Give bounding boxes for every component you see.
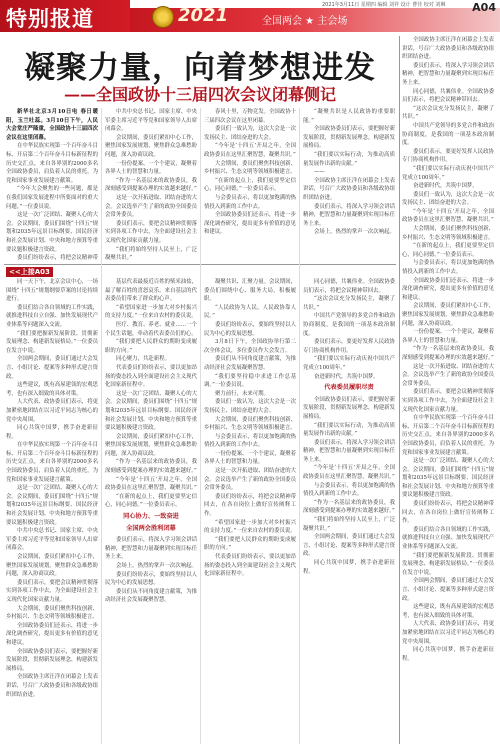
paragraph: 与会委员表示，将以更加饱满的热情投入到新的工作中去。 [402,260,494,276]
paragraph: 这些建议，既有高屋建瓴的宏观思考，也有深入细致的具体对策。 [6,382,98,397]
paragraph: 全国政协委员们表示，要把握好新发展阶段，贯彻新发展理念，构建新发展格局。 [303,396,395,420]
paragraph: 中国共产党领导的多党合作和政治协商制度，是我国的一项基本政治制度。 [402,122,494,147]
paragraph: 与会委员表示，将以更加饱满的热情投入到新的工作中去。 [303,482,395,498]
paragraph: —— [314,169,325,176]
paragraph: “今年是‘十四五’开局之年，全国政协委员在这里汇聚智慧，凝聚共识。” [402,208,494,224]
paragraph: “我们要把人民群众的期盼变成履职的方向。” [204,536,296,552]
paragraph: 同心同德，共襄伟业。全国政协委员们表示，将把会议精神带回去。 [303,279,395,294]
paragraph: 全国政协委员们表示，要把握好新发展阶段，贯彻新发展理念，构建新发展格局。 [303,126,395,150]
paragraph: “今年是‘十四五’开局之年，全国政协委员在这里汇聚智慧，凝聚共识。” [105,476,197,492]
paragraph: 凝聚共识、汇聚力量。会议期间，委员们围绕中心、服务大局，积极履职。 [204,279,296,303]
paragraph: “今年大会聚焦的一些问题，都是在我们国家发展进程中所要面对的重大问题。”一位委员说。 [6,186,98,210]
paragraph: “我们将始终坚持人民至上，广泛凝聚共识。” [105,246,197,262]
paragraph: 在中华民族实现第一个百年奋斗目标、开启第二个百年奋斗目标新征程的历史交汇点，来自各界别的2000多名全国政协委员，肩负着人民的重托，为党和国家事业发展建言献策。 [6,143,98,184]
paragraph: 会议期间，委员们紧扣中心工作，聚焦国家发展规划，聚焦群众急难愁盼问题，深入协商议政。 [105,433,197,457]
paragraph: 会议期间，委员们紧扣中心工作，聚焦国家发展规划，聚焦群众急难愁盼问题，深入协商议政。 [6,554,98,578]
inner-subhead-2: 全国两会胜利闭幕 [126,524,176,532]
paragraph: 大会期间，委员们聚焦科技创新、乡村振兴、生态文明等领域积极建言。 [204,416,296,432]
paragraph: 委员们表示，要把会议精神贯彻落实到各项工作中去，为全面建设社会主义现代化国家贡献力量。 [6,579,98,603]
paragraph: 医疗、教育、养老、就业……一个个民生话题，牵动着代表委员们的心。 [105,321,197,337]
paragraph: 新华社北京3月10日电 春日暖阳，玉兰吐蕊。3月10日下午，人民大会堂庄严隆重，全国政协十三届四次会议在这里闭幕。 [6,109,98,141]
article-column-4 [303,108,395,263]
paragraph: “作为一名基层来的政协委员，我深刻感受到提案办理的实效越来越好。” [303,499,395,515]
paragraph: 同心同德，共襄伟业。全国政协委员们表示，将把会议精神带回去。 [402,88,494,104]
lower-column-4 [303,278,395,744]
paragraph: 委员们表示，将深入学习领会讲话精神，把智慧和力量凝聚到实现目标任务上来。 [303,203,395,227]
paragraph: 聚力前行，未来可期。 [215,390,269,397]
paragraph: 这些建议，既有高屋建瓴的宏观思考，也有深入细致的具体对策。 [402,604,494,619]
page-header [0,0,500,36]
column-divider [299,108,300,744]
paragraph: 委员们表示，将深入学习领会讲话精神，把智慧和力量凝聚到实现目标任务上来。 [303,439,395,463]
article-column-right [402,36,494,744]
paragraph: 全国政协委员们还表示，将进一步深化调查研究，提出更多有价值的意见和建议。 [402,277,494,301]
paragraph: 代表委员们纷纷表示，要以更加昂扬的姿态投入到全面建设社会主义现代化国家新征程中。 [105,364,197,389]
inner-subhead-1: 同心协力、一致奋进 [123,513,179,521]
paragraph: 全国政协委员们还表示，将进一步深化调查研究，提出更多有价值的意见和建议。 [6,622,98,646]
paragraph: 人大代表、政协委员们表示，将更加紧密地团结在以习近平同志为核心的党中央周围。 [402,621,494,645]
paragraph: 3月8日下午，全国政协举行第二次全体会议，多位委员作大会发言。 [204,339,296,354]
paragraph: 这是一次广泛团结、凝聚人心的大会。会议期间，委员们围绕“十四五”规划和2035年远景目标纲要、国民经济和社会发展计划、中央和地方预算等重要议题积极建言资政。 [6,485,98,526]
page-number: A04 [472,1,496,14]
paragraph: “作为一名基层来的政协委员，我深刻感受到提案办理的实效越来越好。” [105,177,197,193]
paragraph: 委员们纷纷表示，要始终坚持以人民为中心的发展思想。 [204,321,296,337]
paragraph: “我们要以实际行动，为推动高质量发展作出新的贡献。” [303,151,395,167]
paragraph: 一份份提案、一个个建议，凝聚着各界人士的智慧和力量。 [105,160,197,176]
paragraph: 委员们纷纷表示，将把会议精神带回去，在各自岗位上做好宣传阐释工作。 [402,501,494,525]
paragraph: 中共中央总书记、国家主席、中央军委主席习近平等党和国家领导人出席闭幕会。 [105,109,197,133]
paragraph: “我们要坚持稳中求进工作总基调。”一位委员说。 [204,373,296,389]
paragraph: 代表委员们纷纷表示，要以更加昂扬的姿态投入到全面建设社会主义现代化国家新征程中。 [204,554,296,578]
paragraph: 委员们纷纷表示，将把会议精神带回去，在各自岗位上做好宣传阐释工作。 [204,493,296,518]
paragraph: 委员们结合各自领域的工作实践，就推进科技自立自强、加快发展现代产业体系等问题深入交流。 [402,526,494,551]
paragraph: 同心共筑中国梦，携手奋进新征程。 [6,425,98,440]
paragraph: 委员们纷纷表示，要始终坚持以人民为中心的发展思想。 [105,571,197,587]
paragraph: 一份份提案、一个个建议，凝聚着各界人士的智慧和力量。 [402,329,494,344]
paragraph: 委员们表示，将深入学习领会讲话精神，把智慧和力量凝聚到实现目标任务上来。 [402,62,494,86]
section-tag: 特别报道 [6,7,94,31]
article-column-3 [204,108,296,263]
paragraph: 与会委员表示，将以更加饱满的热情投入到新的工作中去。 [204,194,296,210]
paragraph: 奋进新时代，共筑中国梦。 [413,183,478,190]
column-divider [399,36,400,744]
paragraph: 这是一次开拓进取、团结奋进的大会。会议选举产生了新的政协全国委员会常务委员。 [204,468,296,492]
paragraph: 委员们表示，将深入学习领会讲话精神，把智慧和力量凝聚到实现目标任务上来。 [105,537,197,561]
paragraph: 委员们表示，要更好发挥人民政协专门协商机构作用。 [303,339,395,354]
paragraph: 中国共产党领导的多党合作和政治协商制度，是我国的一项基本政治制度。 [303,313,395,337]
paragraph: 会议期间，委员们紧扣中心工作，聚焦国家发展规划，聚焦群众急难愁盼问题，深入协商议政。 [402,303,494,327]
paragraph: “我们要以实际行动庆祝中国共产党成立100周年。” [402,165,494,181]
paragraph: 这是一次开拓进取、团结奋进的大会。会议选举产生了新的政协全国委员会常务委员。 [402,363,494,387]
continued-from-label: <<上接A03 [6,267,53,277]
headline: 凝聚力量，向着梦想进发 [24,50,376,86]
paragraph: “希望国家进一步加大对乡村振兴的支持力度。”一位来自农村的委员说。 [204,519,296,535]
paragraph: 这是一次广泛团结、凝聚人心的大会。会议期间，委员们围绕“十四五”规划和2035年远景目标纲要、国民经济和社会发展计划、中央和地方预算等重要议题积极建言资政。 [6,212,98,253]
paragraph: “这次会议充分发扬民主，凝聚了共识。” [303,296,395,311]
paragraph: 同心聚力，共赴新程。 [116,356,170,363]
paragraph: 全国政协委员们还表示，将进一步深化调查研究，提出更多有价值的意见和建议。 [204,212,296,236]
paragraph: 委员们表示，要把会议精神贯彻落实到各项工作中去，为全面建设社会主义现代化国家贡献力量。 [402,389,494,413]
paragraph: “希望国家进一步加大对乡村振兴的支持力度。”一位来自农村的委员说。 [105,304,197,320]
paragraph: 奋进新时代，共筑中国梦。 [314,373,379,380]
paragraph: 委员们表示，要把会议精神贯彻落实到各项工作中去，为全面建设社会主义现代化国家贡献力量。 [105,220,197,244]
paragraph: 全国政协委员们表示，要把握好新发展阶段，贯彻新发展理念，构建新发展格局。 [6,648,98,672]
paragraph: 全国政协主席汪洋在闭幕会上发表讲话，号召广大政协委员和各级政协组织团结奋进。 [402,37,494,61]
paragraph: “作为一名基层来的政协委员，我深刻感受到提案办理的实效越来越好。” [105,459,197,475]
paragraph: “今年是‘十四五’开局之年，全国政协委员在这里汇聚智慧，凝聚共识。” [303,465,395,481]
paragraph: “在新的起点上，我们更要坚定信心，同心同德。”一位委员表示。 [204,177,296,193]
paragraph: 春风十里，万物竞发。全国政协十三届四次会议在这里闭幕。 [204,109,296,124]
paragraph: “作为一名基层来的政协委员，我深刻感受到提案办理的实效越来越好。” [402,346,494,361]
paragraph: 委员们一致认为，这次大会是一次发扬民主、团结奋进的大会。 [204,126,296,141]
section-label: 全国两会 ★ 主会场 [262,16,348,27]
paragraph: 委员们结合各自领域的工作实践，就推进科技自立自强、加快发展现代产业体系等问题深入交流。 [6,304,98,328]
paragraph: 委员们纷纷表示，将把会议精神带 [17,255,98,262]
year-label: 2021 [178,5,229,26]
paragraph: “今年是‘十四五’开局之年，全国政协委员在这里汇聚智慧，凝聚共识。” [204,143,296,158]
paragraph: “在新的起点上，我们更要坚定信心，同心同德。”一位委员表示。 [105,493,197,509]
paragraph: 全国政协主席汪洋在闭幕会上发表讲话，号召广大政协委员和各级政协组织团结奋进。 [303,177,395,201]
inner-subhead-3: 代表委员履职尽责 [324,384,374,392]
paragraph: 这是一次广泛团结、凝聚人心的大会。会议期间，委员们围绕“十四五”规划和2035年远景目标纲要、国民经济和社会发展计划、中央和地方预算等重要议题积极建言资政。 [402,458,494,499]
paragraph: 一份份提案、一个个建议，凝聚着各界人士的智慧和力量。 [204,450,296,466]
paragraph: 这是一次开拓进取、团结奋进的大会。会议选举产生了新的政协全国委员会常务委员。 [105,194,197,219]
paragraph: 委员们一致认为，这次大会是一次发扬民主、团结奋进的大会。 [204,399,296,414]
paragraph: 全国政协主席汪洋在闭幕会上发表讲话，号召广大政协委员和各级政协组织团结奋进。 [6,674,98,698]
paragraph: “我们要把握新发展阶段、贯彻新发展理念、构建新发展格局。”一位委员在发言中说。 [402,552,494,576]
subheadline: ——全国政协十三届四次会议闭幕侧记 [63,85,336,104]
paragraph: “我们要把人民群众的期盼变成履职的方向。” [105,339,197,354]
paragraph: “我们要以实际行动，为推动高质量发展作出新的贡献。” [303,422,395,438]
article-column-2 [105,108,197,263]
lower-column-3 [204,278,296,744]
paragraph: 全国两会期间，委员们通过大会发言、小组讨论、提案等多种形式建言资政。 [303,534,395,558]
paragraph: “凝聚共识是人民政协的重要职能。” [303,109,395,124]
paragraph: 同心共筑中国梦，携手奋进新征程。 [402,647,494,662]
paragraph: 委员们表示，要更好发挥人民政协专门协商机构作用。 [402,148,494,164]
article-column-1 [6,108,98,263]
paragraph: 基层代表最接近百姓的柴米油盐，最了解百姓的喜怒哀乐。来自基层的代表委员们带来了群众的心声。 [105,279,197,303]
paragraph: 同一天下午，北京会议中心，一场围绕“十四五”规划纲要草案的讨论持续进行。 [6,279,98,303]
paragraph: “我们要以实际行动庆祝中国共产党成立100周年。” [303,356,395,371]
paragraph: 会场上，热烈的掌声一次次响起。 [116,563,197,569]
lower-column-1 [6,278,98,744]
paragraph: 全国两会期间，委员们通过大会发言、小组讨论、提案等多种形式建言资政。 [6,356,98,380]
paragraph: “人民政协为人民，人民政协靠人民。” [204,304,296,320]
paragraph: 人大代表、政协委员们表示，将更加紧密地团结在以习近平同志为核心的党中央周围。 [6,399,98,423]
paragraph: 在中华民族实现第一个百年奋斗目标、开启第二个百年奋斗目标新征程的历史交汇点，来自各界别的2000多名全国政协委员，肩负着人民的重托，为党和国家事业发展建言献策。 [6,442,98,483]
column-divider [101,108,102,744]
paragraph: “我们要把握新发展阶段、贯彻新发展理念、构建新发展格局。”一位委员在发言中说。 [6,330,98,354]
paragraph: 中共中央总书记、国家主席、中央军委主席习近平等党和国家领导人出席闭幕会。 [6,528,98,552]
paragraph: 大会期间，委员们聚焦科技创新、乡村振兴、生态文明等领域积极建言。 [402,226,494,241]
paragraph: 全国两会期间，委员们通过大会发言、小组讨论、提案等多种形式建言资政。 [402,578,494,602]
paragraph: 会议期间，委员们紧扣中心工作，聚焦国家发展规划，聚焦群众急难愁盼问题，深入协商议政。 [105,134,197,158]
section-tag-banner [0,0,130,32]
paragraph: “在新的起点上，我们更要坚定信心，同心同德。”一位委员表示。 [402,243,494,258]
paragraph: “我们将始终坚持人民至上，广泛凝聚共识。” [303,517,395,532]
paragraph: 委员们从不同角度建言献策，为推动经济社会发展凝聚智慧。 [105,588,197,604]
paragraph: 委员们一致认为，这次大会是一次发扬民主、团结奋进的大会。 [402,191,494,207]
paragraph: 与会委员表示，将以更加饱满的热情投入到新的工作中去。 [204,433,296,449]
paragraph: 大会期间，委员们聚焦科技创新、乡村振兴、生态文明等领域积极建言。 [204,160,296,176]
paragraph: “这次会议充分发扬民主，凝聚了共识。” [402,105,494,121]
emblem-icon [152,6,174,28]
paragraph: 大会期间，委员们聚焦科技创新、乡村振兴、生态文明等领域积极建言。 [6,605,98,621]
paragraph: 委员们从不同角度建言献策，为推动经济社会发展凝聚智慧。 [204,356,296,371]
lower-column-2 [105,278,197,744]
paragraph: 会场上，热烈的掌声一次次响起。 [314,229,395,236]
issue-meta: 2021年3月11日 星期四 编辑 刘祥 设计 曹佳 校对 刘琳 [322,2,446,8]
column-divider [200,108,201,744]
paragraph: 同心共筑中国梦，携手奋进新征程。 [303,560,395,575]
paragraph: 在中华民族实现第一个百年奋斗目标、开启第二个百年奋斗目标新征程的历史交汇点，来自各界别的2000多名全国政协委员，肩负着人民的重托，为党和国家事业发展建言献策。 [402,415,494,456]
paragraph: 这是一次广泛团结、凝聚人心的大会。会议期间，委员们围绕“十四五”规划和2035年远景目标纲要、国民经济和社会发展计划、中央和地方预算等重要议题积极建言资政。 [105,390,197,432]
